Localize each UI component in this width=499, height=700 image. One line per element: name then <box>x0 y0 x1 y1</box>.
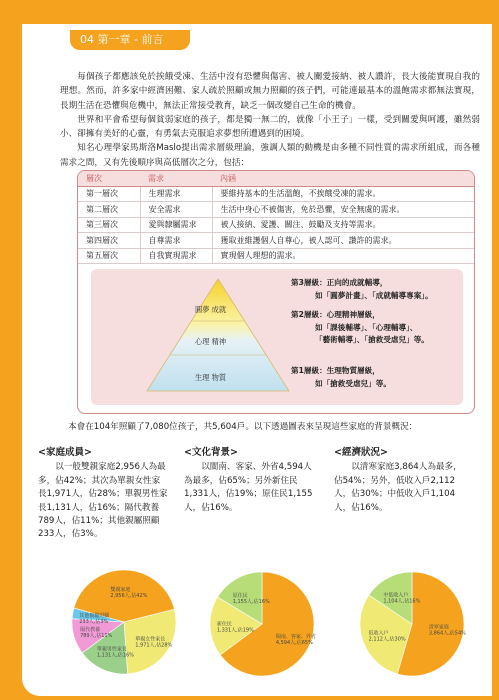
pie-chart-economy <box>330 552 480 682</box>
level1-detail: 如「搶救受虐兒」等。 <box>315 378 391 388</box>
level3-title: 第3層級：正向的成就輔導， <box>291 278 388 287</box>
needs-table-header <box>78 171 475 186</box>
intro-text <box>60 70 480 170</box>
col-header-level: 層次 <box>78 171 140 186</box>
intro-paragraph-2: 世界和平會希望每個貧弱家庭的孩子，都是獨一無二的，就像「小王子」一樣，受到關愛與呵護，雖然弱小、卻擁有美好的心靈，有勇氣去克服追求夢想所遭遇到的困境。 <box>60 114 480 140</box>
pie-slice-label: 單親男性家長 1,131人,佔16% <box>96 646 134 659</box>
level2-detail-2: 「藝術輔導」、「搶救受虐兒」等。 <box>315 335 429 345</box>
pyramid-bottom-label: 生理 物質 <box>195 373 227 382</box>
table-row <box>78 217 475 233</box>
table-cell: 實現個人理想的需求。 <box>212 248 475 264</box>
intro-paragraph-1: 每個孩子都應該免於挨餓受凍、生活中沒有恐懼與傷害、被人關愛接納、被人讚許，長大後能實現自我的理想。然而，許多家中經濟困難、家人疏於照顧或無力照顧的孩子們，可能連最基本的溫飽需求都無法實現，長期生活在恐懼與危機中，無法正常接受教育，缺乏一個改變自己生命的機會。 <box>60 72 480 111</box>
level1-text <box>291 365 391 390</box>
table-cell: 愛與隸屬需求 <box>140 217 212 233</box>
header-strip <box>0 0 499 24</box>
pie-slice-label: 低收入戶 2,112人,佔30% <box>368 630 406 643</box>
level2-detail-1: 如「課後輔導」、「心理輔導」、 <box>315 322 418 332</box>
column-family-title: <家庭成員> <box>38 447 92 458</box>
column-culture-title: <文化背景> <box>184 447 238 458</box>
table-cell: 自尊需求 <box>140 233 212 249</box>
column-economy-title: <經濟狀況> <box>334 447 388 458</box>
column-culture <box>184 446 314 515</box>
table-cell: 第二層次 <box>78 202 140 218</box>
pyramid-middle-label: 心理 精神 <box>195 337 227 346</box>
pyramid-panel <box>91 269 463 405</box>
level3-detail: 如「圓夢計畫」、「成就輔導專案」。 <box>315 290 433 300</box>
column-family-text: 以一般雙親家庭2,956人為最多，佔42%；其次為單親女性家長1,971人，佔28%；單親男性家長1,131人，佔16%；隔代教養789人，佔11%；其他親屬照顧233人，佔3%。 <box>38 462 168 540</box>
table-row <box>78 186 475 202</box>
table-cell: 獲取並維護個人自尊心，被人認可、讚許的需求。 <box>212 233 475 249</box>
table-cell: 第三層次 <box>78 217 140 233</box>
chapter-title: 04 第一章 - 前言 <box>70 30 190 50</box>
table-row <box>78 233 475 249</box>
table-cell: 要維持基本的生活溫飽，不挨餓受凍的需求。 <box>212 186 475 202</box>
level3-text <box>291 277 433 302</box>
table-cell: 生理需求 <box>140 186 212 202</box>
table-cell: 自我實現需求 <box>140 248 212 264</box>
table-cell: 被人接納、愛護、關注、鼓勵及支持等需求。 <box>212 217 475 233</box>
column-economy-text: 以清寒家庭3,864人為最多，佔54%；另外，低收入戶2,112人，佔30%；中低收入戶1,104人，佔16%。 <box>334 462 462 513</box>
table-row <box>78 248 475 264</box>
col-header-need: 需求 <box>140 171 212 186</box>
pie-slice-label: 新住民 1,331人,佔19% <box>216 621 254 634</box>
table-cell: 第四層次 <box>78 233 140 249</box>
intro-paragraph-3: 知名心理學家馬斯洛Maslo提出需求層級理論，強調人類的動機是由多種不同性質的需求所組成，而各種需求之間，又有先後順序與高低層次之分，包括： <box>60 143 480 168</box>
needs-box <box>77 170 475 414</box>
table-row <box>78 202 475 218</box>
level1-title: 第1層級：生理物質層級， <box>291 366 380 375</box>
pie-slice-label: 中低收入戶 1,104人,佔16% <box>383 592 421 605</box>
pie-slice-label: 清寒家庭 3,864人,佔54% <box>428 624 466 637</box>
pie-chart-culture <box>180 552 330 682</box>
pie-slice-label: 單親女性家長 1,971人,佔28% <box>135 636 173 649</box>
level2-title: 第2層級：心理精神層級， <box>291 310 380 319</box>
pie-slice-label: 雙親家庭 2,956人,佔42% <box>110 586 148 599</box>
pie-chart-family <box>34 552 184 682</box>
column-family <box>38 446 168 542</box>
pyramid-top-label: 圓夢 成就 <box>195 305 227 314</box>
level2-text <box>291 309 429 347</box>
pie-slice-label: 隔代教養 789人,佔11% <box>80 626 113 639</box>
col-header-content: 內涵 <box>212 171 475 186</box>
needs-table <box>78 171 475 264</box>
table-cell: 生活中身心不被傷害，免於恐懼，安全無虞的需求。 <box>212 202 475 218</box>
pie-slice-label: 閩南、客家、外省 4,594人,佔65% <box>275 634 316 647</box>
table-cell: 第五層次 <box>78 248 140 264</box>
table-cell: 第一層次 <box>78 186 140 202</box>
column-economy <box>334 446 464 515</box>
column-culture-text: 以閩南、客家、外省4,594人為最多，佔65%；另外新住民1,331人，佔19%；原住民1,155人，佔16%。 <box>184 462 313 513</box>
summary-text: 本會在104年照顧了7,080位孩子，共5,604戶。以下透過圖表來呈現這些家庭的背景概況： <box>68 422 418 432</box>
pie-slice-label: 原住民 1,155人,佔16% <box>232 592 270 605</box>
table-cell: 安全需求 <box>140 202 212 218</box>
pie-slice-label: 其他親屬照顧 233人,佔3% <box>79 612 110 625</box>
